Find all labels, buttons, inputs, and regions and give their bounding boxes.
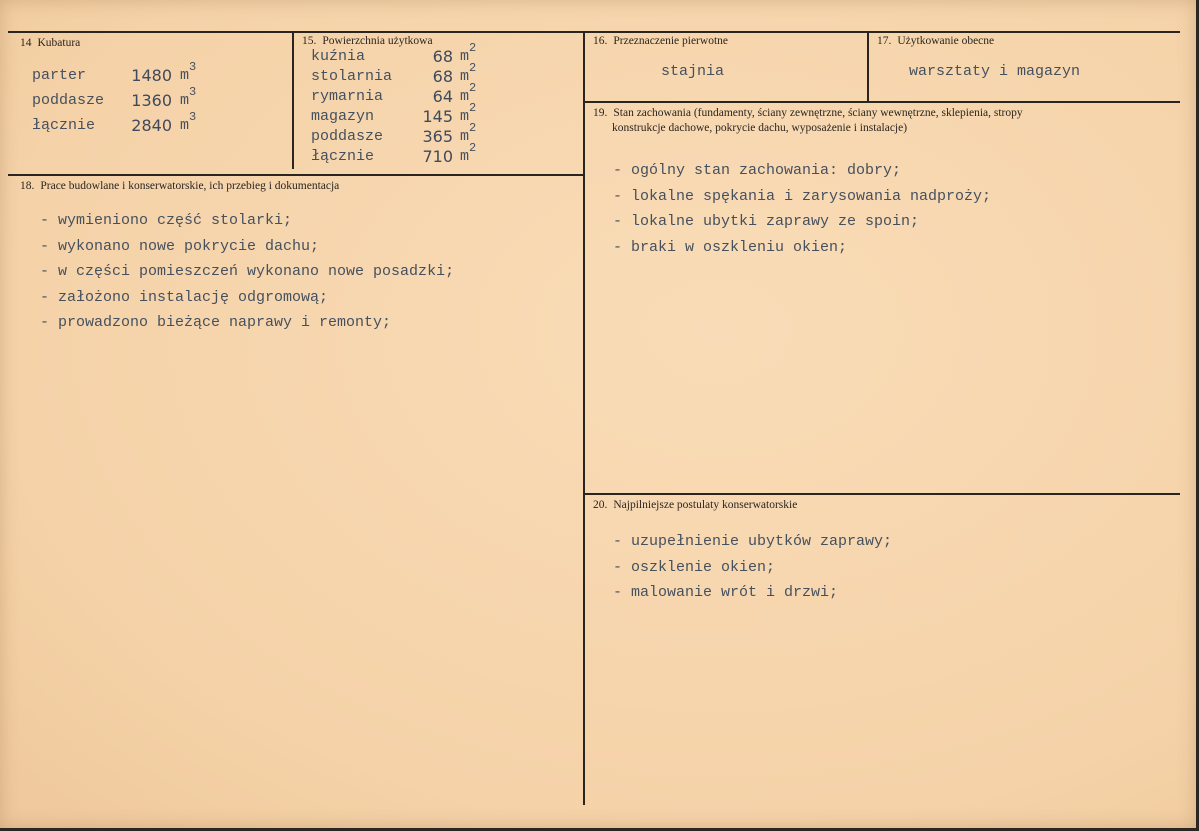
list-item: - lokalne ubytki zaprawy ze spoin; (613, 213, 920, 230)
original-purpose-value: stajnia (661, 63, 725, 80)
list-item: - wymieniono część stolarki; (40, 212, 293, 229)
measurement-value: 145 (422, 107, 453, 126)
measurement-name: rymarnia (311, 88, 384, 105)
current-use-value: warsztaty i magazyn (909, 63, 1081, 80)
list-item: - prowadzono bieżące naprawy i remonty; (40, 314, 392, 331)
section-18-list (40, 208, 454, 336)
unit-exponent: 2 (469, 121, 477, 135)
measurement-name: łącznie (311, 148, 375, 165)
measurement-name: parter (32, 67, 87, 84)
list-item: - malowanie wrót i drzwi; (613, 584, 839, 601)
section-20-label: 20. Najpilniejsze postulaty konserwatorskie (593, 499, 798, 511)
main-vertical-divider (583, 33, 585, 805)
unit-exponent: 3 (189, 110, 197, 124)
section-14-label: 14 Kubatura (20, 37, 81, 49)
section-15-label: 15. Powierzchnia użytkowa (302, 35, 433, 47)
measurement-value: 365 (422, 127, 453, 146)
measurement-value: 1360 (131, 91, 172, 110)
measurement-unit: $m^3$ (180, 60, 197, 84)
list-item: - oszklenie okien; (613, 558, 776, 576)
measurement-value: 710 (422, 147, 453, 166)
top-rule (8, 31, 1180, 33)
measurement-unit: $m^3$ (180, 85, 197, 109)
list-item: - ogólny stan zachowania: dobry; (613, 162, 902, 179)
list-item: - w części pomieszczeń wykonano nowe posadzki; (40, 263, 455, 280)
measurement-unit: $m^2$ (460, 141, 477, 165)
unit-exponent: 3 (189, 60, 197, 74)
measurement-name: łącznie (32, 117, 96, 134)
list-item: - lokalne spękania i zarysowania nadproży; (613, 187, 992, 205)
measurement-value: 64 (432, 87, 453, 106)
measurement-name: poddasze (32, 92, 105, 109)
measurement-unit: $m^2$ (460, 61, 477, 85)
measurement-unit: $m^2$ (460, 121, 477, 145)
rule-above-18 (8, 174, 583, 176)
section-16-label: 16. Przeznaczenie pierwotne (593, 35, 728, 47)
unit-exponent: 2 (469, 41, 477, 55)
rule-above-20 (585, 493, 1180, 495)
list-item: - uzupełnienie ubytków zaprawy; (613, 533, 893, 550)
section-18-label: 18. Prace budowlane i konserwatorskie, ich przebieg i dokumentacja (20, 180, 340, 192)
unit-exponent: 2 (469, 61, 477, 75)
measurement-name: magazyn (311, 108, 375, 125)
measurement-unit: $m^2$ (460, 81, 477, 105)
measurement-value: 1480 (131, 66, 172, 85)
unit-exponent: 2 (469, 141, 477, 155)
unit-exponent: 2 (469, 101, 477, 115)
measurement-unit: $m^2$ (460, 101, 477, 125)
measurement-value: 68 (432, 47, 453, 66)
section-19-label: 19. Stan zachowania (fundamenty, ściany zewnętrzne, ściany wewnętrzne, sklepienia, stropy konstrukcje dachowe, pokrycie dachu, wyposażenie i instalacje) (593, 107, 1023, 134)
unit-exponent: 3 (189, 85, 197, 99)
section-20-list (613, 529, 892, 606)
divider-16-17 (867, 33, 869, 101)
measurement-value: 68 (432, 67, 453, 86)
measurement-name: stolarnia (311, 68, 393, 85)
list-item: - wykonano nowe pokrycie dachu; (40, 237, 320, 255)
section-19-list (613, 158, 991, 260)
list-item: - założono instalację odgromową; (40, 288, 329, 306)
section-17-label: 17. Użytkowanie obecne (877, 35, 995, 47)
unit-exponent: 2 (469, 81, 477, 95)
list-item: - braki w oszkleniu okien; (613, 238, 848, 256)
measurement-unit: $m^2$ (460, 41, 477, 65)
measurement-unit: $m^3$ (180, 110, 197, 134)
measurement-value: 2840 (131, 116, 172, 135)
divider-14-15 (292, 33, 294, 169)
rule-above-19 (585, 101, 1180, 103)
measurement-name: poddasze (311, 128, 384, 145)
measurement-name: kuźnia (311, 48, 366, 65)
